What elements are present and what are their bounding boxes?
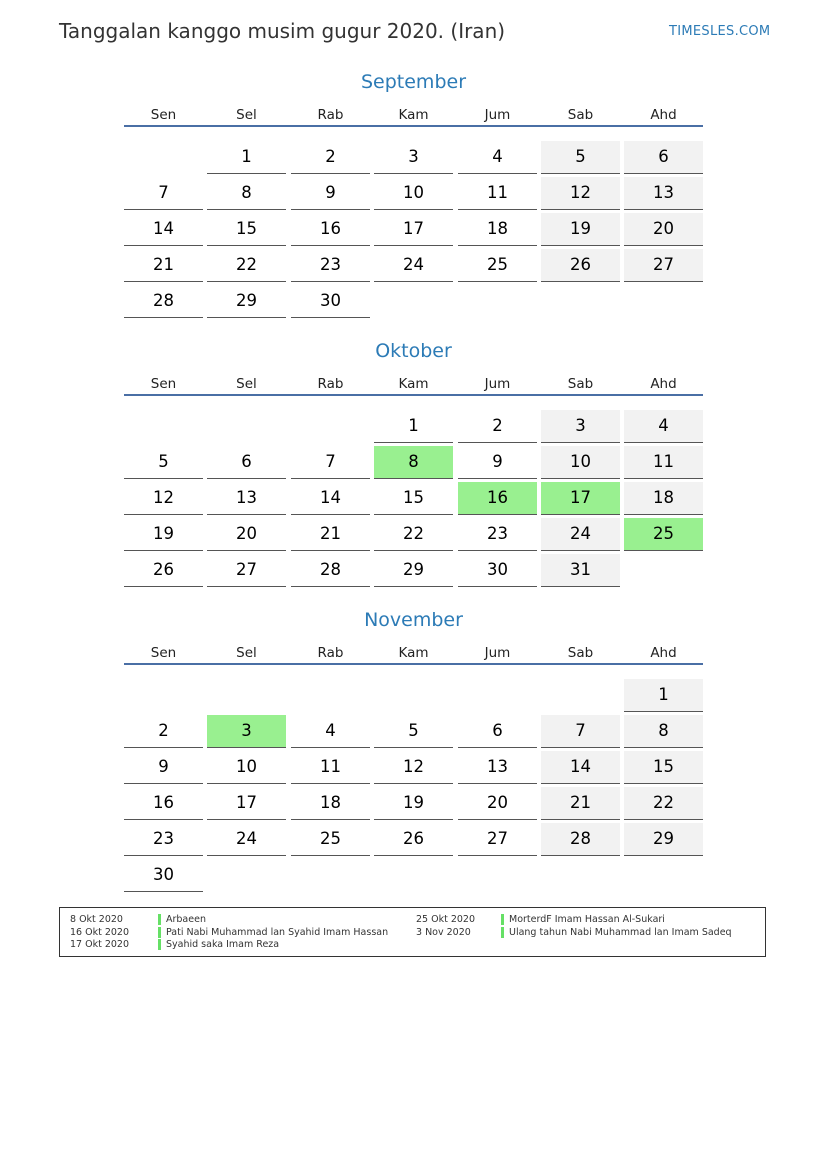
day-cell: 10 [207,751,286,784]
weekday-header: Rab [317,645,344,661]
day-cell: 16 [291,213,370,246]
header-divider [124,394,703,396]
day-cell: 7 [124,177,203,210]
day-cell: 21 [291,518,370,551]
day-cell: 24 [374,249,453,282]
legend-date: 25 Okt 2020 [416,914,476,925]
day-cell: 11 [624,446,703,479]
day-cell: 26 [541,249,620,282]
day-cell: 4 [624,410,703,443]
day-cell: 4 [458,141,537,174]
day-cell: 1 [207,141,286,174]
day-cell: 11 [291,751,370,784]
day-cell: 28 [124,285,203,318]
legend-holiday-name: MorterdF Imam Hassan Al-Sukari [509,914,665,925]
day-cell: 14 [124,213,203,246]
weekday-header: Kam [398,376,429,392]
day-cell: 12 [541,177,620,210]
day-cell: 21 [124,249,203,282]
day-cell: 17 [207,787,286,820]
day-cell: 10 [374,177,453,210]
day-cell: 8 [374,446,453,479]
day-cell: 22 [374,518,453,551]
legend-color-marker [501,927,504,938]
weekday-header: Sen [150,107,177,123]
day-cell: 31 [541,554,620,587]
day-cell: 26 [374,823,453,856]
weekday-header: Sel [236,376,257,392]
day-cell: 10 [541,446,620,479]
weekday-header: Ahd [650,645,677,661]
weekday-header: Jum [484,376,511,392]
weekday-header: Sab [567,376,594,392]
day-cell: 7 [291,446,370,479]
day-cell: 13 [624,177,703,210]
day-cell: 19 [124,518,203,551]
day-cell: 3 [374,141,453,174]
day-cell: 28 [291,554,370,587]
weekday-header: Ahd [650,107,677,123]
month-oktober [124,340,703,600]
day-cell: 9 [124,751,203,784]
legend-color-marker [158,939,161,950]
day-cell: 26 [124,554,203,587]
legend-date: 16 Okt 2020 [70,926,130,938]
legend-entry [60,926,765,939]
day-cell: 14 [291,482,370,515]
day-cell: 7 [541,715,620,748]
legend-color-marker [501,914,504,925]
day-cell: 19 [374,787,453,820]
weekday-header: Sen [150,376,177,392]
day-cell: 17 [541,482,620,515]
month-title: November [364,609,463,631]
weekday-header: Sel [236,107,257,123]
legend-holiday-name: Syahid saka Imam Reza [166,939,280,950]
day-cell: 29 [624,823,703,856]
legend-entry [60,913,765,926]
day-cell: 1 [374,410,453,443]
day-cell: 22 [624,787,703,820]
day-cell: 25 [291,823,370,856]
day-cell: 16 [124,787,203,820]
weekday-header: Sab [567,645,594,661]
weekday-header: Rab [317,376,344,392]
day-cell: 15 [624,751,703,784]
legend-date: 17 Okt 2020 [70,939,130,950]
day-cell: 5 [541,141,620,174]
weekday-header: Sen [150,645,177,661]
day-cell: 6 [458,715,537,748]
month-september [124,71,703,331]
day-cell: 13 [207,482,286,515]
day-cell: 30 [124,859,203,892]
day-cell: 20 [458,787,537,820]
day-cell: 18 [624,482,703,515]
legend-holiday-name: Arbaeen [166,914,206,925]
page-title: Tanggalan kanggo musim gugur 2020. (Iran) [59,19,506,43]
day-cell: 28 [541,823,620,856]
brand-link[interactable]: TIMESLES.COM [669,24,771,39]
day-cell: 17 [374,213,453,246]
month-title: Oktober [375,340,452,362]
day-cell: 24 [207,823,286,856]
weekday-header: Jum [484,107,511,123]
day-cell: 12 [124,482,203,515]
day-cell: 6 [207,446,286,479]
day-cell: 27 [458,823,537,856]
day-cell: 13 [458,751,537,784]
day-cell: 6 [624,141,703,174]
legend-entry [60,938,765,951]
weekday-header: Kam [398,107,429,123]
day-cell: 23 [291,249,370,282]
day-cell: 8 [207,177,286,210]
day-cell: 8 [624,715,703,748]
day-cell: 25 [624,518,703,551]
day-cell: 9 [291,177,370,210]
weekday-header: Kam [398,645,429,661]
day-cell: 2 [291,141,370,174]
day-cell: 29 [207,285,286,318]
legend-holiday-name: Ulang tahun Nabi Muhammad lan Imam Sadeq [509,926,732,938]
day-cell: 25 [458,249,537,282]
day-cell: 3 [541,410,620,443]
day-cell: 20 [207,518,286,551]
day-cell: 27 [207,554,286,587]
day-cell: 15 [374,482,453,515]
weekday-header: Rab [317,107,344,123]
day-cell: 16 [458,482,537,515]
legend-date: 3 Nov 2020 [416,926,471,938]
day-cell: 5 [374,715,453,748]
day-cell: 14 [541,751,620,784]
day-cell: 30 [458,554,537,587]
weekday-header: Ahd [650,376,677,392]
weekday-header: Sab [567,107,594,123]
day-cell: 21 [541,787,620,820]
day-cell: 15 [207,213,286,246]
day-cell: 3 [207,715,286,748]
legend-date: 8 Okt 2020 [70,914,123,925]
day-cell: 11 [458,177,537,210]
day-cell: 1 [624,679,703,712]
day-cell: 27 [624,249,703,282]
day-cell: 2 [458,410,537,443]
day-cell: 4 [291,715,370,748]
day-cell: 29 [374,554,453,587]
weekday-header: Jum [484,645,511,661]
legend-holiday-name: Pati Nabi Muhammad lan Syahid Imam Hassan [166,926,389,938]
day-cell: 12 [374,751,453,784]
month-title: September [360,71,467,93]
day-cell: 9 [458,446,537,479]
day-cell: 22 [207,249,286,282]
holiday-legend [59,907,766,957]
weekday-header: Sel [236,645,257,661]
day-cell: 18 [291,787,370,820]
month-november [124,609,703,884]
day-cell: 18 [458,213,537,246]
day-cell: 24 [541,518,620,551]
day-cell: 23 [124,823,203,856]
day-cell: 30 [291,285,370,318]
day-cell: 2 [124,715,203,748]
day-cell: 19 [541,213,620,246]
header-divider [124,125,703,127]
header-divider [124,663,703,665]
day-cell: 5 [124,446,203,479]
day-cell: 23 [458,518,537,551]
day-cell: 20 [624,213,703,246]
